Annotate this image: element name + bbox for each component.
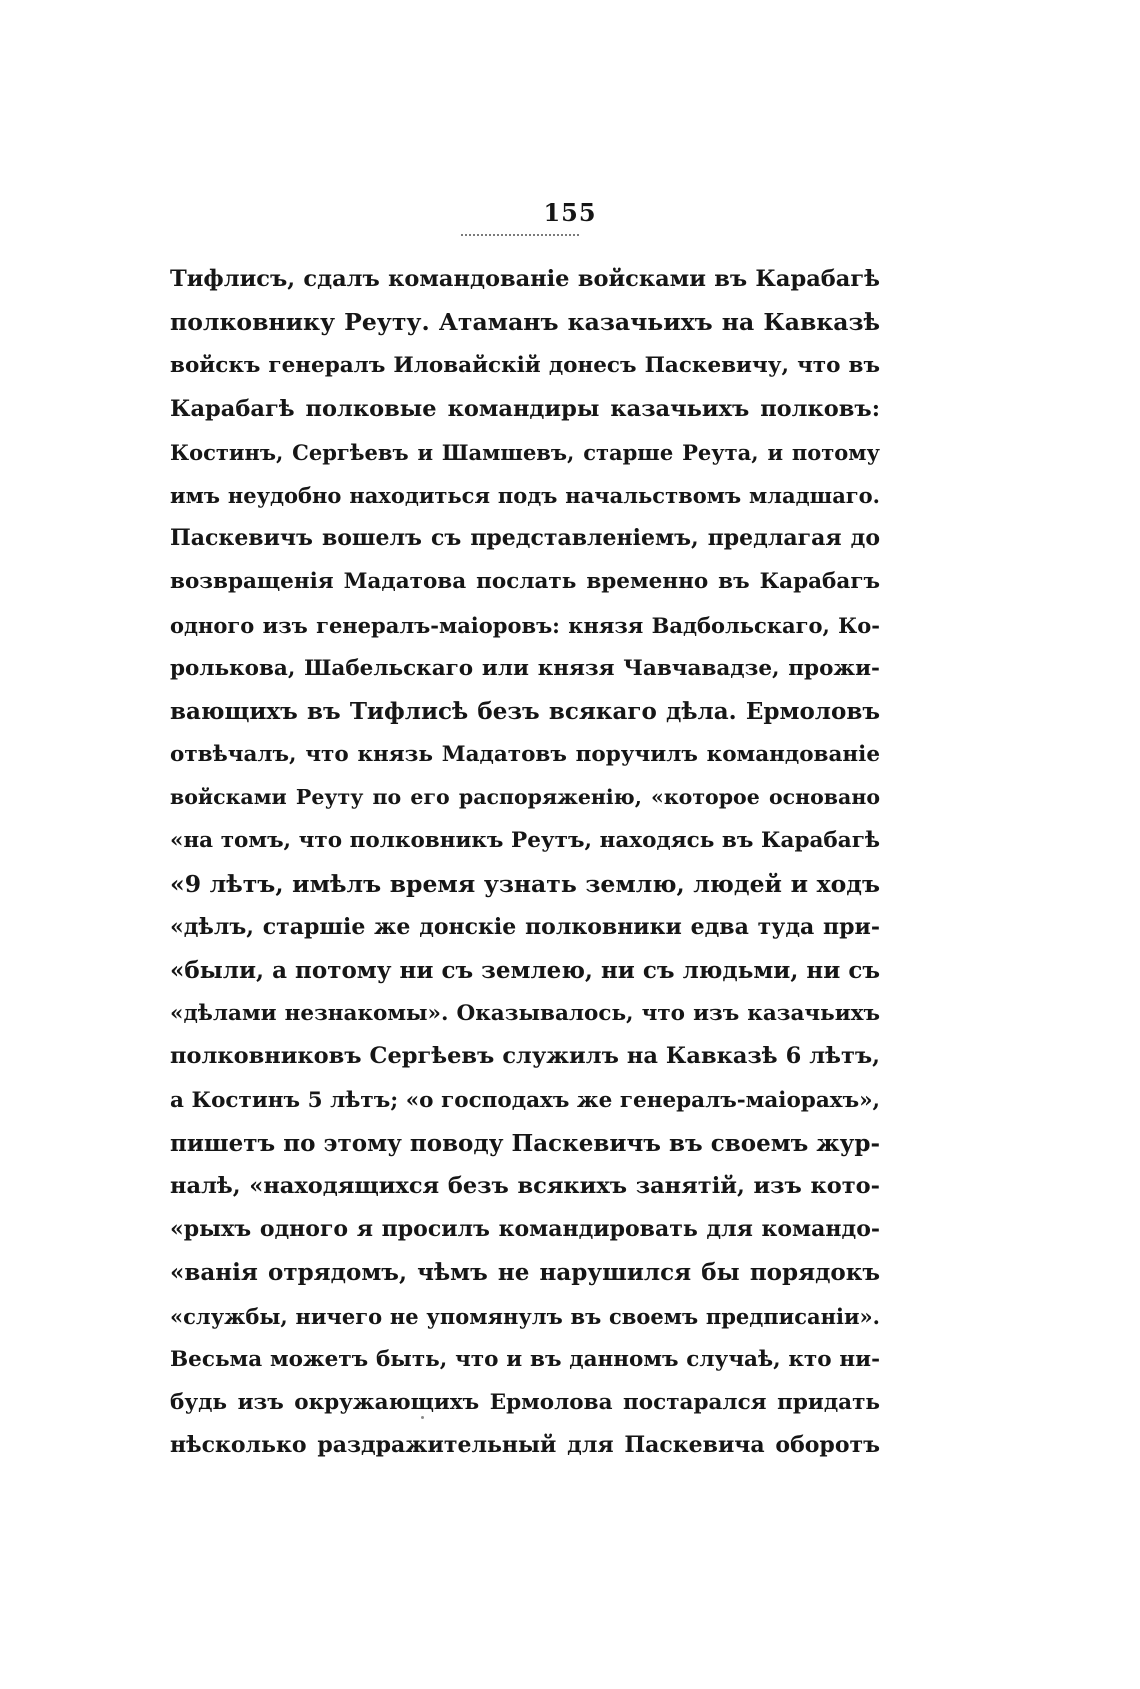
text-line: налѣ, «находящихся безъ всякихъ занятій, изъ кото-	[170, 1172, 880, 1199]
text-line: одного изъ генералъ-маіоровъ: князя Вадбольскаго, Ко-	[170, 612, 880, 638]
text-line: Костинъ, Сергѣевъ и Шамшевъ, старше Реута, и потому	[170, 439, 880, 465]
text-line: полковниковъ Сергѣевъ служилъ на Кавказѣ 6 лѣтъ,	[170, 1043, 880, 1070]
text-line: войскъ генералъ Иловайскій донесъ Паскевичу, что въ	[170, 353, 880, 379]
text-line: «службы, ничего не упомянулъ въ своемъ предписаніи».	[170, 1303, 880, 1329]
text-line: Весьма можетъ быть, что и въ данномъ случаѣ, кто ни-	[170, 1346, 880, 1372]
scan-speck	[421, 1416, 424, 1419]
text-line: «были, а потому ни съ землею, ни съ людьми, ни съ	[170, 957, 880, 984]
text-line: полковнику Реуту. Атаманъ казачьихъ на Кавказѣ	[170, 308, 880, 337]
text-line: а Костинъ 5 лѣтъ; «о господахъ же генералъ-маіорахъ»,	[170, 1087, 880, 1113]
page-number-rule	[461, 234, 579, 236]
text-line: Тифлисъ, сдалъ командованіе войсками въ Карабагѣ	[170, 266, 880, 292]
text-line: Карабагѣ полковые командиры казачьихъ полковъ:	[170, 395, 880, 422]
text-line: будь изъ окружающихъ Ермолова постарался придать	[170, 1389, 880, 1415]
text-line: отвѣчалъ, что князь Мадатовъ поручилъ командованіе	[170, 742, 880, 768]
text-line: вающихъ въ Тифлисѣ безъ всякаго дѣла. Ермоловъ	[170, 697, 880, 725]
text-line: войсками Реуту по его распоряженію, «которое основано	[170, 785, 880, 810]
text-line: «на томъ, что полковникъ Реутъ, находясь въ Карабагѣ	[170, 828, 880, 854]
page-number: 155	[543, 198, 597, 227]
text-line: нѣсколько раздражительный для Паскевича оборотъ	[170, 1432, 880, 1459]
text-line: «9 лѣтъ, имѣлъ время узнать землю, людей и ходъ	[170, 869, 880, 898]
text-line: «дѣлами незнакомы». Оказывалось, что изъ казачьихъ	[170, 1001, 880, 1027]
text-line: пишетъ по этому поводу Паскевичъ въ своемъ жур-	[170, 1129, 880, 1157]
text-line: возвращенія Мадатова послать временно въ Карабагъ	[170, 569, 880, 595]
text-line: Паскевичъ вошелъ съ представленіемъ, предлагая до	[170, 525, 880, 552]
text-line: «рыхъ одного я просилъ командировать для командо-	[170, 1216, 880, 1243]
text-line: «ванія отрядомъ, чѣмъ не нарушился бы порядокъ	[170, 1259, 880, 1287]
body-text	[170, 258, 880, 1467]
text-line: имъ неудобно находиться подъ начальствомъ младшаго.	[170, 482, 880, 508]
text-line: ролькова, Шабельскаго или князя Чавчавадзе, прожи-	[170, 655, 880, 681]
text-line: «дѣлъ, старшіе же донскіе полковники едва туда при-	[170, 913, 880, 940]
